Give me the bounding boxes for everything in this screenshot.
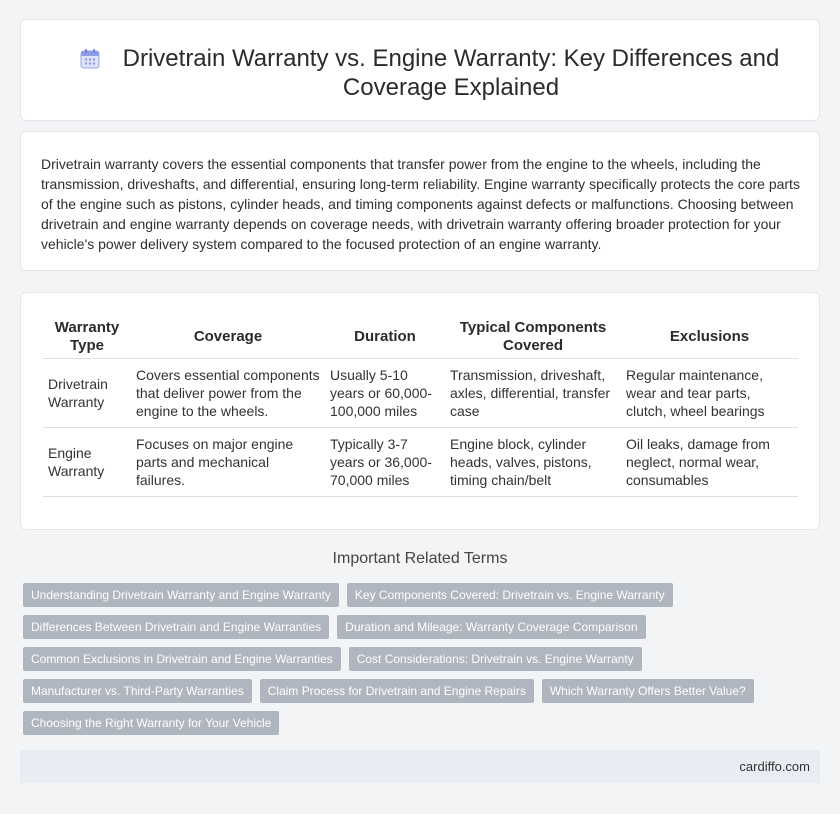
related-term-tag[interactable]: Choosing the Right Warranty for Your Vehicle bbox=[23, 711, 279, 735]
table-cell: Regular maintenance, wear and tear parts, clutch, wheel bearings bbox=[621, 359, 798, 428]
table-cell: Focuses on major engine parts and mechanical failures. bbox=[131, 428, 325, 497]
related-term-tag[interactable]: Key Components Covered: Drivetrain vs. Engine Warranty bbox=[347, 583, 673, 607]
table-cell: Engine block, cylinder heads, valves, pistons, timing chain/belt bbox=[445, 428, 621, 497]
page-title: Drivetrain Warranty vs. Engine Warranty: Key Differences and Coverage Explained bbox=[122, 45, 780, 101]
footer bbox=[20, 750, 820, 783]
related-term-tag[interactable]: Which Warranty Offers Better Value? bbox=[542, 679, 754, 703]
table-row bbox=[43, 359, 798, 428]
column-header: Coverage bbox=[131, 313, 325, 359]
related-term-tag[interactable]: Differences Between Drivetrain and Engine Warranties bbox=[23, 615, 329, 639]
comparison-table bbox=[43, 313, 798, 497]
intro-card bbox=[20, 131, 820, 271]
table-cell: Transmission, driveshaft, axles, differential, transfer case bbox=[445, 359, 621, 428]
related-term-tag[interactable]: Manufacturer vs. Third-Party Warranties bbox=[23, 679, 252, 703]
column-header: Exclusions bbox=[621, 313, 798, 359]
table-cell: Usually 5-10 years or 60,000-100,000 miles bbox=[325, 359, 445, 428]
related-term-tag[interactable]: Claim Process for Drivetrain and Engine Repairs bbox=[260, 679, 534, 703]
related-term-tag[interactable]: Cost Considerations: Drivetrain vs. Engine Warranty bbox=[349, 647, 642, 671]
intro-paragraph: Drivetrain warranty covers the essential components that transfer power from the engine to the wheels, including the transmission, driveshafts, and differential, ensuring long-term reliability. Engine warranty specifically protects the core parts of the engine such as pistons, cylinder heads, and timing components against defects or malfunctions. Choosing between drivetrain and engine warranty depends on coverage needs, with drivetrain warranty offering broader protection for your vehicle's power delivery system compared to the focused protection of an engine warranty. bbox=[41, 156, 800, 252]
table-cell: Oil leaks, damage from neglect, normal wear, consumables bbox=[621, 428, 798, 497]
comparison-table-card bbox=[20, 292, 820, 530]
related-term-tag[interactable]: Duration and Mileage: Warranty Coverage Comparison bbox=[337, 615, 645, 639]
table-cell: Drivetrain Warranty bbox=[43, 359, 131, 428]
related-terms-heading: Important Related Terms bbox=[332, 550, 508, 567]
related-terms-list bbox=[23, 583, 783, 735]
site-link[interactable]: cardiffo.com bbox=[739, 759, 810, 774]
table-cell: Engine Warranty bbox=[43, 428, 131, 497]
column-header: Duration bbox=[325, 313, 445, 359]
table-cell: Typically 3-7 years or 36,000-70,000 miles bbox=[325, 428, 445, 497]
column-header: Typical Components Covered bbox=[445, 313, 621, 359]
related-term-tag[interactable]: Understanding Drivetrain Warranty and Engine Warranty bbox=[23, 583, 339, 607]
related-term-tag[interactable]: Common Exclusions in Drivetrain and Engine Warranties bbox=[23, 647, 341, 671]
table-row bbox=[43, 428, 798, 497]
column-header: Warranty Type bbox=[43, 313, 131, 359]
header-card bbox=[20, 19, 820, 121]
table-header-row bbox=[43, 313, 798, 359]
table-cell: Covers essential components that deliver power from the engine to the wheels. bbox=[131, 359, 325, 428]
